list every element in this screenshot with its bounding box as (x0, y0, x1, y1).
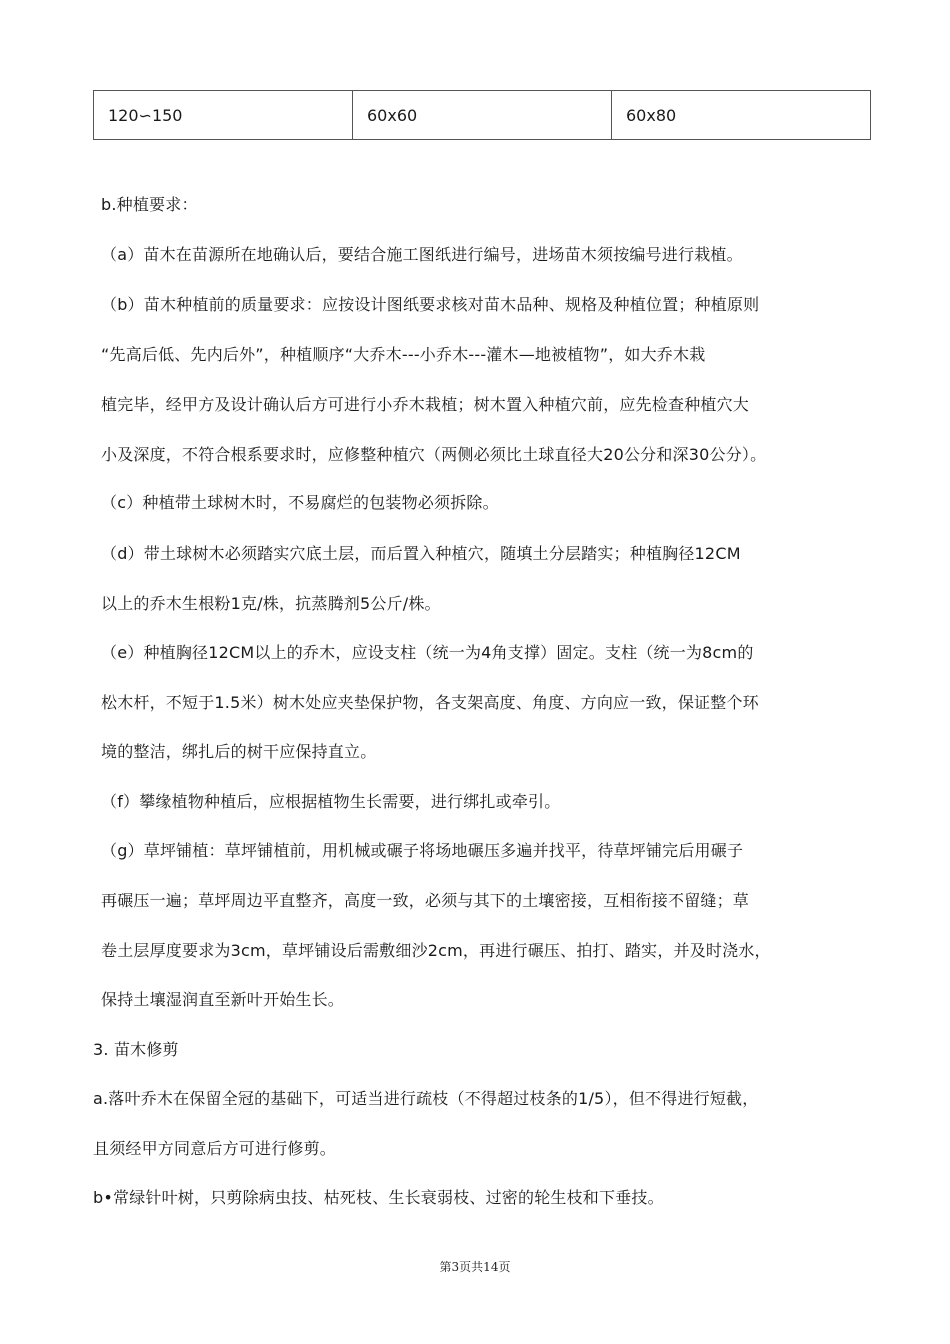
paragraph-g-line-4: 保持土壤湿润直至新叶开始生长。 (101, 990, 345, 1009)
table-row (94, 91, 871, 140)
paragraph-d-line-1: （d）带土球树木必须踏实穴底土层，而后置入种植穴，随填土分层踏实；种植胸径12CM (101, 544, 741, 563)
paragraph-b-line-3: 植完毕，经甲方及设计确认后方可进行小乔木栽植；树木置入种植穴前，应先检查种植穴大 (101, 395, 750, 414)
paragraph-g-line-1: （g）草坪铺植：草坪铺植前，用机械或碾子将场地碾压多遍并找平，待草坪铺完后用碾子 (101, 841, 744, 860)
paragraph-b-line-1: （b）苗木种植前的质量要求：应按设计图纸要求核对苗木品种、规格及种植位置；种植原则 (101, 295, 760, 314)
paragraph-d-line-2: 以上的乔木生根粉1克/株，抗蒸腾剂5公斤/株。 (101, 594, 441, 613)
table-cell: 60x80 (612, 91, 871, 140)
paragraph-c: （c）种植带土球树木时，不易腐烂的包装物必须拆除。 (101, 493, 499, 512)
paragraph-pruning-a-line-2: 且须经甲方同意后方可进行修剪。 (93, 1139, 337, 1158)
paragraph-e-line-2: 松木杆，不短于1.5米）树木处应夹垫保护物，各支架高度、角度、方向应一致，保证整个环 (101, 693, 759, 712)
section-heading-planting-requirements: b.种植要求： (101, 195, 198, 214)
section-heading-pruning: 3. 苗木修剪 (93, 1040, 179, 1059)
paragraph-pruning-b: b•常绿针叶树，只剪除病虫技、枯死枝、生长衰弱枝、过密的轮生枝和下垂技。 (93, 1188, 664, 1207)
paragraph-b-line-4: 小及深度，不符合根系要求时，应修整种植穴（两侧必须比土球直径大20公分和深30公分）。 (101, 445, 767, 464)
paragraph-f: （f）攀缘植物种植后，应根据植物生长需要，进行绑扎或牵引。 (101, 792, 561, 811)
paragraph-g-line-2: 再碾压一遍；草坪周边平直整齐，高度一致，必须与其下的土壤密接，互相衔接不留缝；草 (101, 891, 750, 910)
paragraph-e-line-1: （e）种植胸径12CM以上的乔木，应设支柱（统一为4角支撑）固定。支柱（统一为8cm的 (101, 643, 754, 662)
paragraph-b-line-2: “先高后低、先内后外”，种植顺序“大乔木---小乔木---灌木—地被植物”，如大乔木栽 (101, 345, 706, 364)
paragraph-pruning-a-line-1: a.落叶乔木在保留全冠的基础下，可适当进行疏枝（不得超过枝条的1/5），但不得进行短截， (93, 1089, 759, 1108)
paragraph-e-line-3: 境的整洁，绑扎后的树干应保持直立。 (101, 742, 377, 761)
page-number-footer: 第3页共14页 (439, 1260, 511, 1274)
paragraph-a: （a）苗木在苗源所在地确认后，要结合施工图纸进行编号，进场苗木须按编号进行栽植。 (101, 245, 743, 264)
size-table (93, 90, 871, 140)
paragraph-g-line-3: 卷土层厚度要求为3cm，草坪铺设后需敷细沙2cm，再进行碾压、拍打、踏实，并及时浇水， (101, 941, 771, 960)
table-cell: 120∽150 (94, 91, 353, 140)
table-cell: 60x60 (353, 91, 612, 140)
